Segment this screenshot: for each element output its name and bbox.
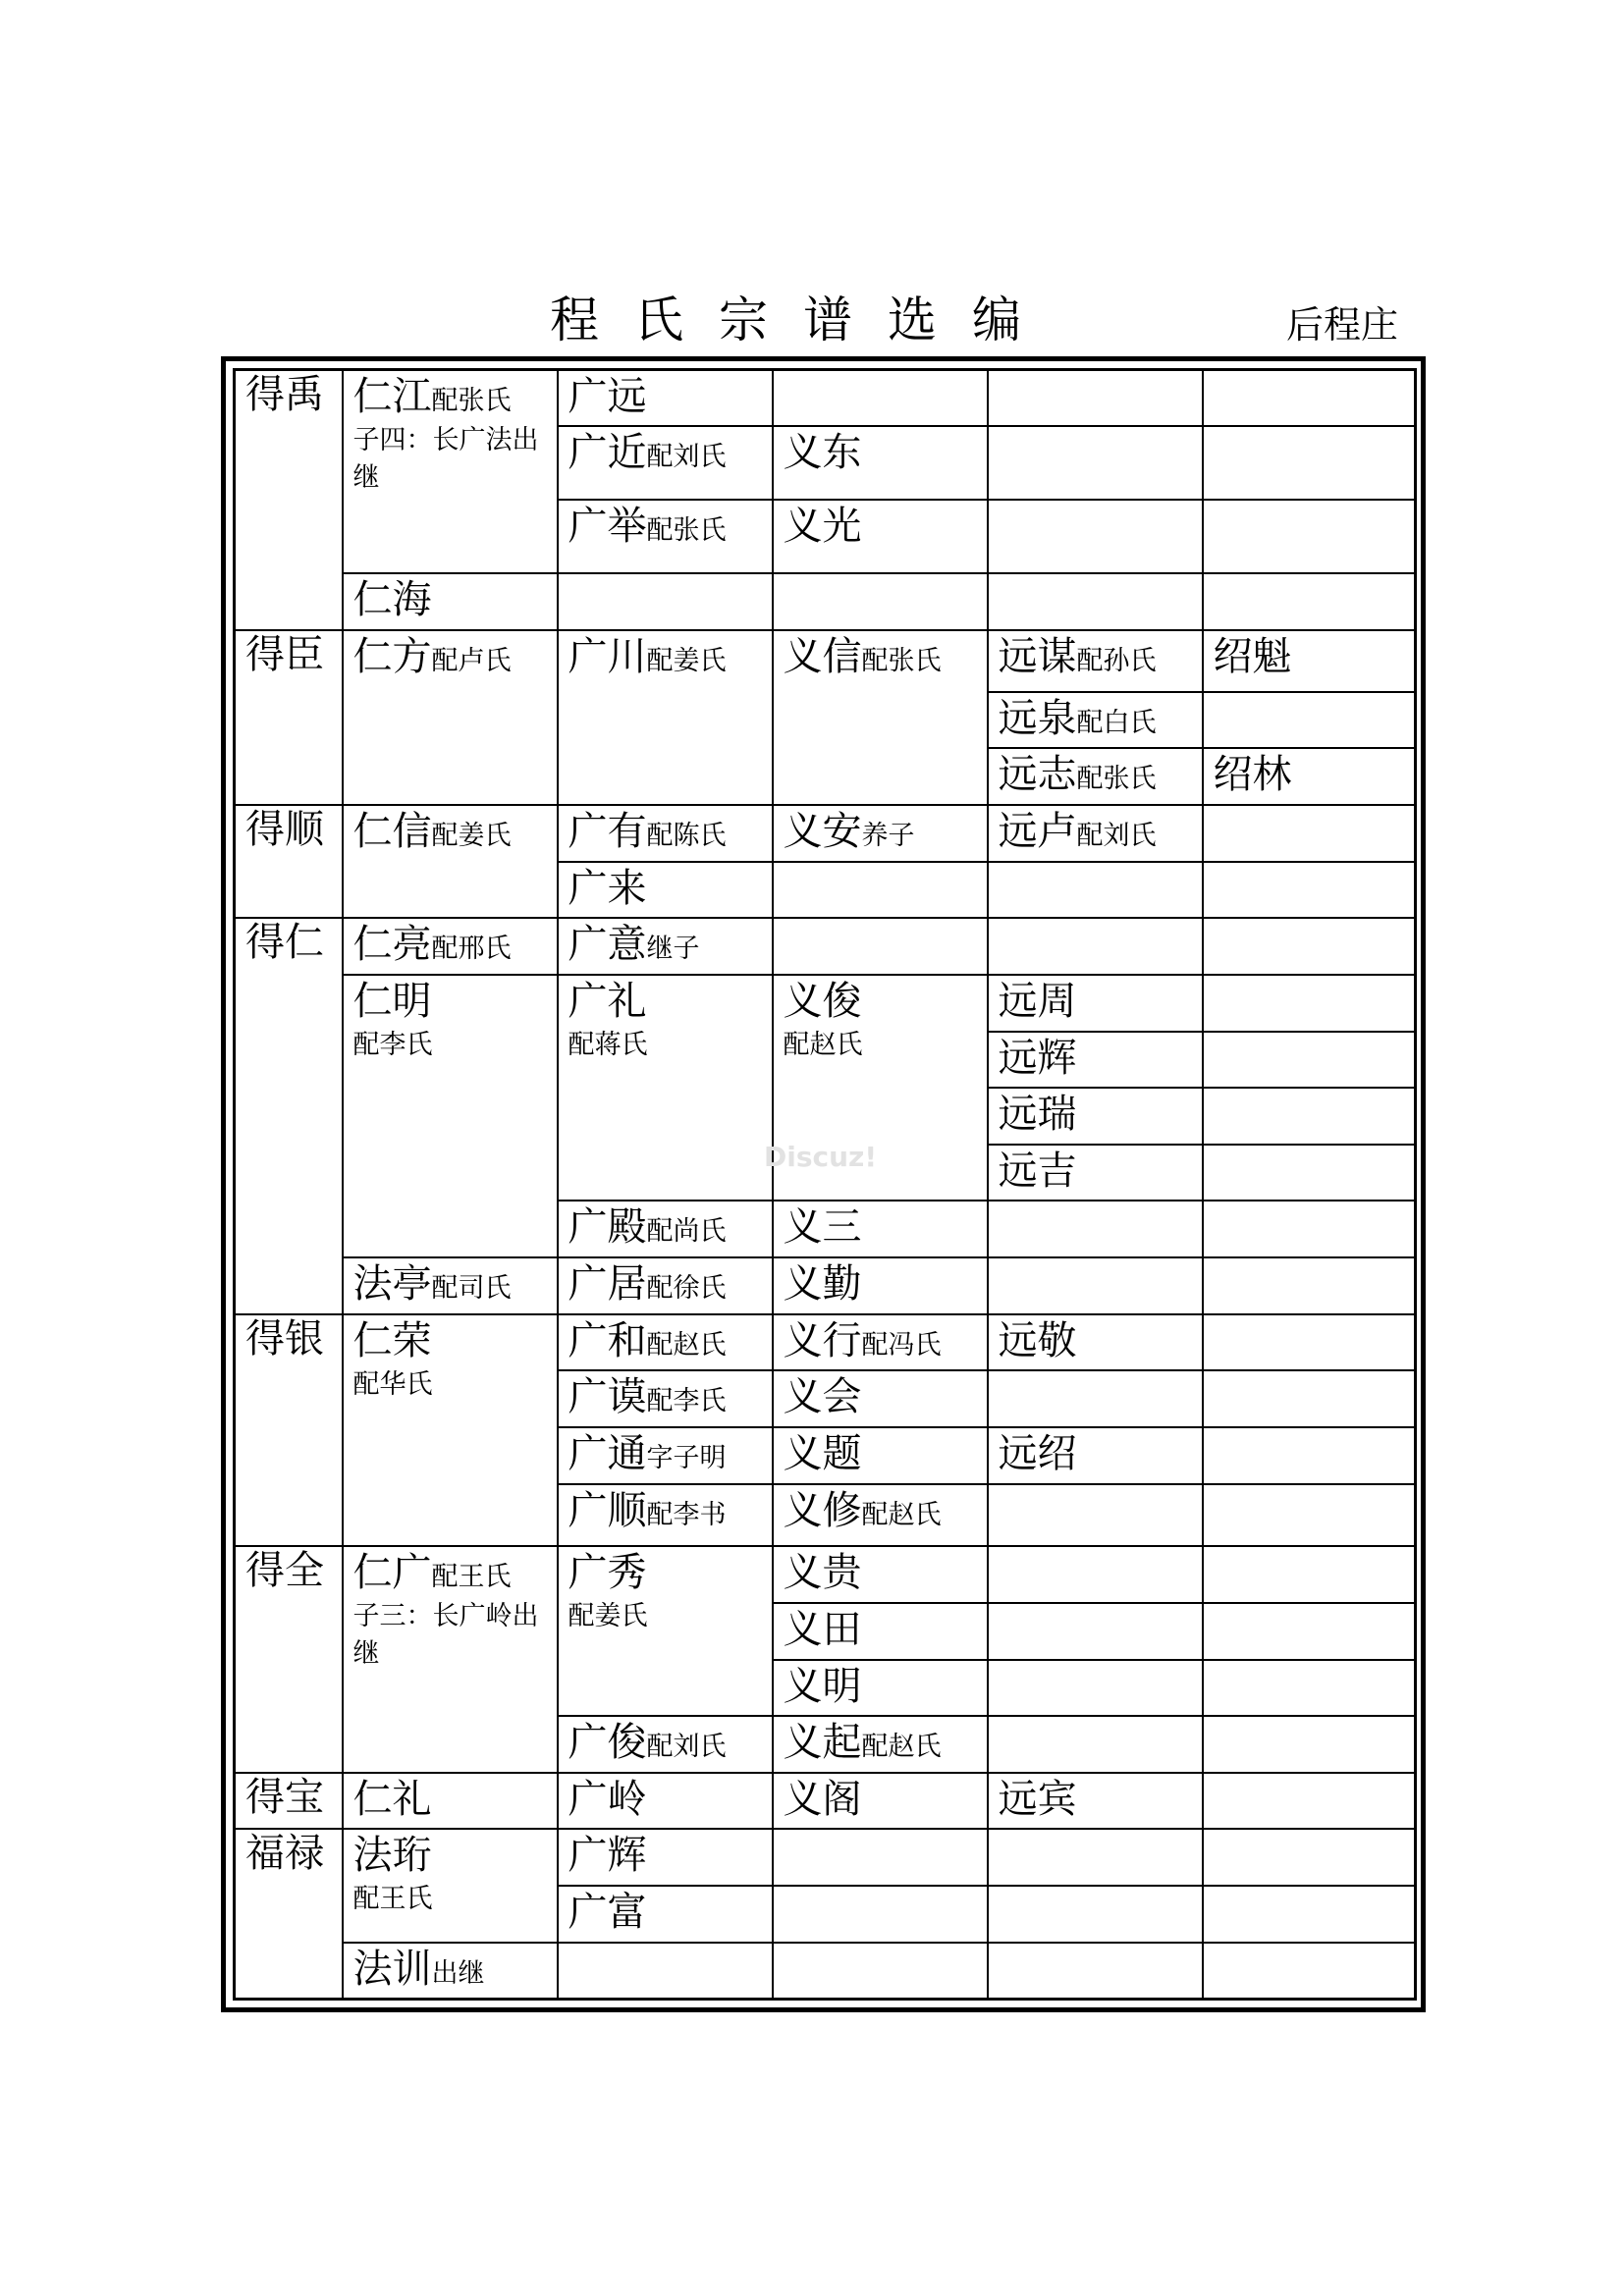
spouse-text: 配邢氏 [431,934,512,965]
person-name: 法训 [352,1946,432,1992]
table-row [235,630,1416,692]
generation-cell [235,805,343,918]
person-cell [343,1943,558,2000]
gen-name: 得臣 [245,632,324,677]
person-name: 义会 [783,1374,862,1420]
generation-cell [235,1829,343,1999]
person-name: 广俊 [568,1720,647,1766]
person-name: 广川 [568,634,647,679]
empty-cell [988,1257,1203,1314]
empty-cell [1203,1773,1416,1830]
spouse-text: 配赵氏 [861,1732,942,1763]
person-name: 广意 [568,922,647,968]
person-cell [773,1546,988,1603]
person-cell [988,805,1203,862]
empty-cell [1203,1943,1416,2000]
person-cell [773,426,988,500]
person-name: 远绍 [998,1430,1077,1476]
person-cell [988,1314,1203,1371]
empty-cell [1203,1145,1416,1201]
watermark: Discuz! [764,1141,878,1173]
person-name: 远辉 [998,1035,1077,1081]
person-cell [773,1660,988,1717]
empty-cell [988,1603,1203,1660]
spouse-text: 配刘氏 [1076,821,1157,852]
person-name: 义光 [783,504,862,550]
person-name: 仁礼 [352,1776,432,1822]
person-cell [773,1716,988,1773]
empty-cell [988,426,1203,500]
spouse-text: 配姜氏 [431,821,512,852]
person-cell [343,630,558,805]
empty-cell [1203,918,1416,975]
person-cell [558,500,773,573]
person-cell [558,426,773,500]
person-cell [558,1484,773,1547]
empty-cell [1203,500,1416,573]
person-name: 义修 [783,1487,862,1533]
person-cell [558,975,773,1201]
empty-cell [1203,1088,1416,1145]
empty-cell [1203,1032,1416,1089]
person-name: 广来 [568,865,647,911]
generation-cell [235,918,343,1313]
spouse-text: 配张氏 [646,515,727,547]
empty-cell [988,1886,1203,1943]
person-cell [773,1427,988,1484]
person-cell [343,1257,558,1314]
person-name: 广辉 [568,1833,647,1879]
spouse-text: 配陈氏 [646,821,727,852]
person-name: 仁亮 [352,922,432,968]
person-name: 仁江 [352,374,432,419]
empty-cell [1203,1370,1416,1427]
generation-cell [235,1314,343,1547]
empty-cell [1203,1886,1416,1943]
person-cell [988,975,1203,1032]
person-cell [558,1716,773,1773]
person-cell [773,1314,988,1371]
spouse-text: 配王氏 [352,1884,433,1915]
person-name: 远宾 [998,1776,1077,1822]
empty-cell [988,1829,1203,1886]
empty-cell [1203,573,1416,630]
person-cell [988,748,1203,805]
person-cell [558,1370,773,1427]
generation-cell [235,370,343,631]
person-name: 广通 [568,1430,647,1476]
empty-cell [1203,1201,1416,1257]
table-row [235,1773,1416,1830]
empty-cell [773,1829,988,1886]
person-cell [343,918,558,975]
spouse-text: 配张氏 [861,646,942,676]
empty-cell [988,1484,1203,1547]
empty-cell [1203,805,1416,862]
person-name: 广谟 [568,1374,647,1420]
empty-cell [1203,1484,1416,1547]
table-row [235,918,1416,975]
person-name: 义起 [783,1720,862,1766]
person-cell [343,975,558,1257]
gen-name: 得全 [245,1548,324,1594]
table-row [235,1546,1416,1603]
spouse-text: 配李氏 [646,1386,727,1417]
person-cell [988,1427,1203,1484]
person-name: 远吉 [998,1148,1077,1194]
empty-cell [988,1716,1203,1773]
person-cell [343,1314,558,1547]
empty-cell [1203,1829,1416,1886]
spouse-text: 养子 [861,821,915,852]
person-name: 义阁 [783,1776,862,1822]
person-name: 远谋 [998,634,1077,679]
person-cell [558,918,773,975]
person-cell [558,1201,773,1257]
spouse-text: 配赵氏 [861,1499,942,1530]
person-cell [558,630,773,805]
person-name: 仁海 [352,577,432,623]
person-cell [343,573,558,630]
spouse-text: 配李书 [646,1499,727,1530]
generation-cell [235,630,343,805]
empty-cell [773,573,988,630]
person-name: 广远 [568,374,647,419]
person-cell [988,1773,1203,1830]
person-name: 广有 [568,809,647,855]
table-row [235,573,1416,630]
gen-name: 福禄 [245,1831,324,1877]
spouse-text: 配刘氏 [646,442,727,473]
person-cell [343,1773,558,1830]
person-name: 义勤 [783,1261,862,1308]
person-cell [1203,748,1416,805]
person-cell [988,1088,1203,1145]
person-name: 广举 [568,504,647,550]
empty-cell [773,370,988,427]
person-name: 广殿 [568,1204,647,1251]
person-name: 义行 [783,1317,862,1363]
person-name: 广顺 [568,1487,647,1533]
person-cell [558,1427,773,1484]
person-name: 广秀 [568,1550,647,1596]
person-cell [773,1370,988,1427]
person-name: 远敬 [998,1317,1077,1363]
person-name: 义俊 [783,978,862,1024]
spouse-text: 配冯氏 [861,1329,942,1361]
person-cell [558,1314,773,1371]
empty-cell [988,862,1203,919]
table-row [235,1829,1416,1886]
person-cell [988,1145,1203,1201]
person-cell [558,370,773,427]
person-name: 义贵 [783,1550,862,1596]
spouse-text: 配蒋氏 [568,1029,648,1060]
empty-cell [1203,1603,1416,1660]
person-name: 广近 [568,430,647,476]
person-name: 仁荣 [352,1317,432,1363]
person-name: 义明 [783,1663,862,1709]
empty-cell [1203,426,1416,500]
empty-cell [773,918,988,975]
generation-cell [235,1773,343,1830]
empty-cell [773,862,988,919]
person-cell [773,1257,988,1314]
spouse-text: 配李氏 [352,1029,433,1060]
person-cell [558,1773,773,1830]
table-row [235,805,1416,862]
gen-name: 得宝 [245,1774,324,1820]
person-name: 义三 [783,1204,862,1251]
person-name: 法珩 [352,1833,432,1879]
spouse-text: 配司氏 [431,1273,512,1305]
empty-cell [773,1943,988,2000]
person-name: 远志 [998,752,1077,798]
spouse-text: 配尚氏 [646,1216,727,1248]
empty-cell [1203,370,1416,427]
empty-cell [988,573,1203,630]
person-note: 子三：长广岭出继 [352,1601,539,1670]
empty-cell [1203,862,1416,919]
person-cell [343,805,558,918]
person-name: 绍林 [1213,752,1292,798]
spouse-text: 出继 [431,1957,485,1989]
spouse-text: 配姜氏 [646,646,727,676]
person-cell [773,630,988,805]
table-row [235,1257,1416,1314]
gen-name: 得仁 [245,920,324,966]
person-name: 法亭 [352,1261,432,1308]
table-row [235,975,1416,1032]
person-name: 仁方 [352,634,432,679]
person-cell [343,1829,558,1942]
empty-cell [988,500,1203,573]
spouse-text: 配赵氏 [783,1029,863,1060]
generation-cell [235,1546,343,1773]
spouse-text: 字子明 [646,1442,727,1473]
person-cell [773,1201,988,1257]
empty-cell [988,1660,1203,1717]
person-name: 义田 [783,1606,862,1652]
person-name: 义安 [783,809,862,855]
person-cell [558,1886,773,1943]
person-name: 仁广 [352,1550,432,1596]
table-row [235,1314,1416,1371]
empty-cell [773,1886,988,1943]
person-name: 义题 [783,1430,862,1476]
person-cell [988,630,1203,692]
spouse-text: 配华氏 [352,1368,433,1400]
person-note: 子四：长广法出继 [352,425,539,493]
spouse-text: 配张氏 [1076,764,1157,795]
empty-cell [988,1943,1203,2000]
person-name: 远瑞 [998,1092,1077,1138]
person-name: 绍魁 [1213,634,1292,679]
place-name: 后程庄 [1286,303,1399,347]
empty-cell [988,1370,1203,1427]
spouse-text: 配徐氏 [646,1273,727,1305]
person-name: 仁信 [352,809,432,855]
empty-cell [1203,1716,1416,1773]
genealogy-table [233,368,1417,2001]
person-cell [558,862,773,919]
table-row [235,370,1416,427]
empty-cell [558,1943,773,2000]
person-name: 远卢 [998,809,1077,855]
person-cell [773,1484,988,1547]
spouse-text: 配张氏 [431,386,512,416]
person-name: 义信 [783,634,862,679]
page-title: 程氏宗谱选编 [550,292,1056,348]
person-cell [773,805,988,862]
table-row [235,1943,1416,2000]
person-name: 远周 [998,978,1077,1024]
person-cell [343,370,558,574]
person-name: 广和 [568,1317,647,1363]
empty-cell [988,370,1203,427]
spouse-text: 配孙氏 [1076,646,1157,676]
person-name: 广富 [568,1890,647,1936]
person-cell [988,1032,1203,1089]
person-name: 广岭 [568,1776,647,1822]
person-cell [558,1257,773,1314]
person-cell [1203,630,1416,692]
empty-cell [1203,1546,1416,1603]
spouse-text: 配姜氏 [568,1601,648,1632]
person-cell [343,1546,558,1773]
spouse-text: 配王氏 [431,1562,512,1593]
person-cell [558,805,773,862]
person-name: 广礼 [568,978,647,1024]
empty-cell [1203,1427,1416,1484]
empty-cell [1203,975,1416,1032]
empty-cell [988,1546,1203,1603]
empty-cell [988,918,1203,975]
empty-cell [988,1201,1203,1257]
person-cell [988,692,1203,749]
gen-name: 得银 [245,1315,324,1362]
spouse-text: 配卢氏 [431,646,512,676]
person-cell [773,500,988,573]
empty-cell [1203,1314,1416,1371]
empty-cell [1203,1257,1416,1314]
gen-name: 得顺 [245,807,324,853]
gen-name: 得禹 [245,372,324,417]
person-name: 仁明 [352,978,432,1024]
person-cell [558,1829,773,1886]
spouse-text: 配刘氏 [646,1732,727,1763]
empty-cell [558,573,773,630]
empty-cell [1203,1660,1416,1717]
spouse-text: 继子 [646,934,700,965]
empty-cell [1203,692,1416,749]
person-cell [773,1603,988,1660]
person-name: 广居 [568,1261,647,1308]
person-cell [773,1773,988,1830]
spouse-text: 配赵氏 [646,1329,727,1361]
person-cell [558,1546,773,1716]
spouse-text: 配白氏 [1076,707,1157,738]
person-name: 义东 [783,430,862,476]
person-name: 远泉 [998,695,1077,741]
